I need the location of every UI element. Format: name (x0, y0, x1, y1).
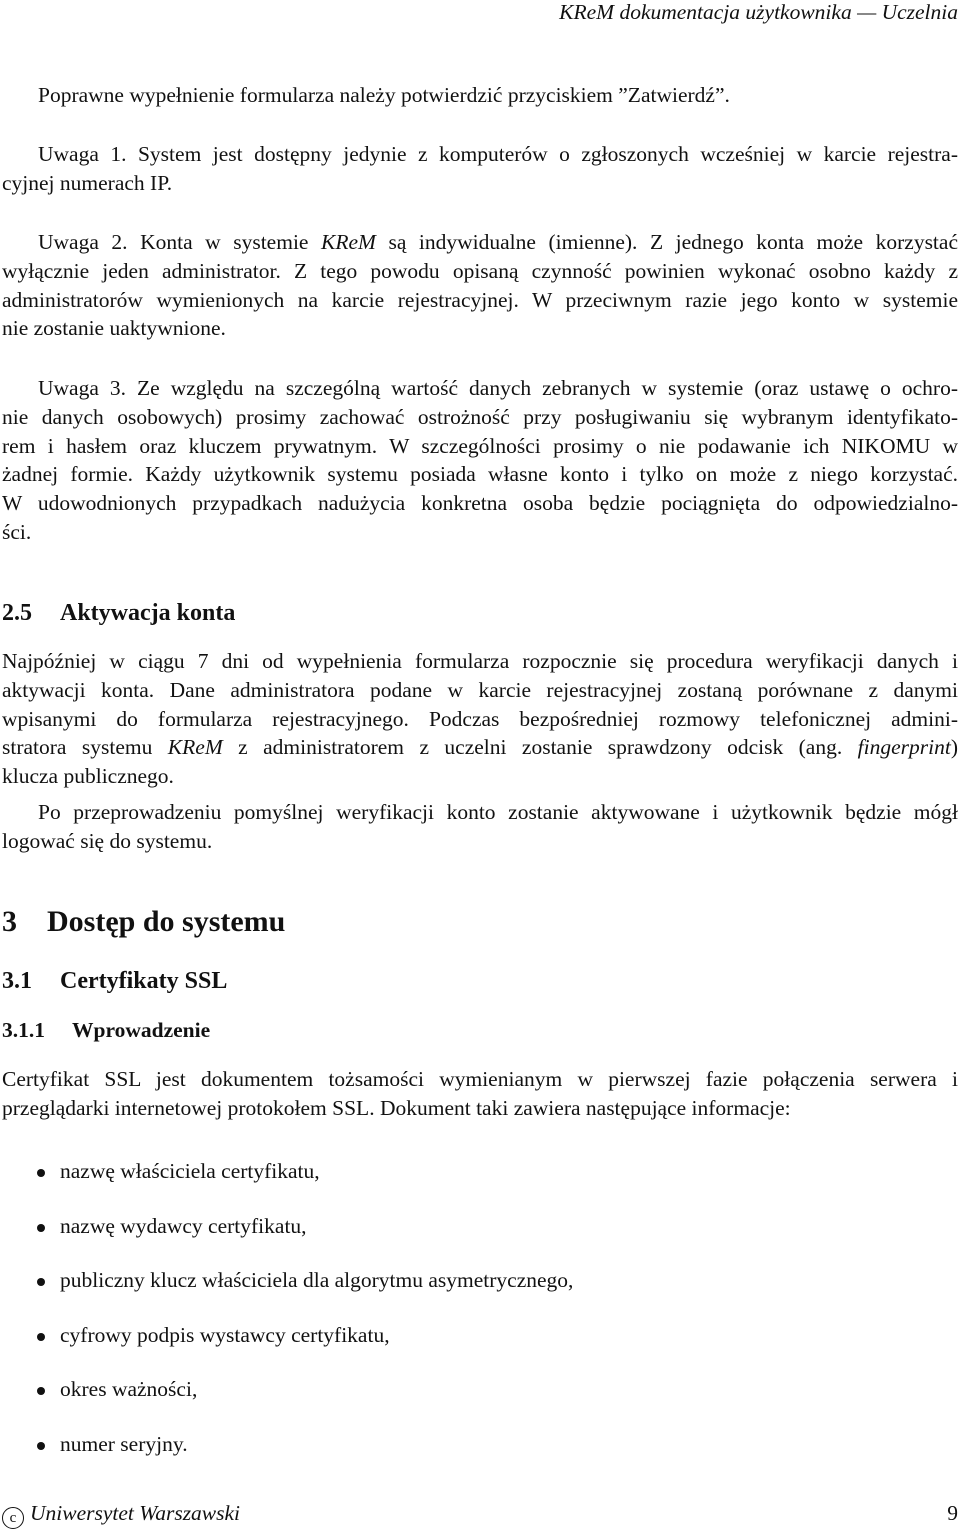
note-2-line: wyłącznie jeden administrator. Z tego powodu opisaną czynność powinien wykonać osobno każdy z (2, 258, 958, 283)
note-2-text: są indywidualne (imienne). Z jednego konta może korzystać (375, 230, 958, 254)
section-number: 2.5 (2, 600, 32, 626)
copyright-icon: c (2, 1507, 24, 1529)
section-heading-3 (2, 904, 285, 940)
section-heading-3-1-1 (2, 1017, 210, 1043)
note-2-line: nie zostanie uaktywnione. (2, 316, 226, 341)
list-item-text: nazwę właściciela certyfikatu, (60, 1159, 320, 1183)
section-heading-2-5 (2, 599, 235, 627)
note-3-line: nie danych osobowych) prosimy zachować ostrożność przy posługiwaniu się wybranym identyfikato- (2, 404, 958, 429)
list-item-text: publiczny klucz właściciela dla algorytmu asymetrycznego, (60, 1268, 574, 1292)
bullet-icon (37, 1333, 45, 1341)
footer-institution: Uniwersytet Warszawski (30, 1501, 241, 1525)
section-heading-3-1 (2, 967, 227, 995)
ssl-intro-line: przeglądarki internetowej protokołem SSL. Dokument taki zawiera następujące informacje: (2, 1095, 791, 1120)
note-3-paragraph (2, 374, 958, 547)
confirm-text: Poprawne wypełnienie formularza należy potwierdzić przyciskiem ”Zatwierdź”. (38, 83, 730, 107)
section-title: Dostęp do systemu (47, 905, 286, 938)
fingerprint-term: fingerprint (857, 735, 951, 760)
bullet-icon (37, 1169, 45, 1177)
list-item (0, 1265, 960, 1295)
activation-line: logować się do systemu. (2, 828, 213, 853)
bullet-icon (37, 1442, 45, 1450)
running-header (559, 0, 958, 24)
section-number: 3 (2, 905, 17, 938)
note-1-line: cyjnej numerach IP. (2, 170, 173, 195)
section-title: Certyfikaty SSL (60, 968, 228, 994)
list-item-text: cyfrowy podpis wystawcy certyfikatu, (60, 1323, 390, 1347)
activation-line: Najpóźniej w ciągu 7 dni od wypełnienia formularza rozpocznie się procedura weryfikacji danych i (2, 649, 958, 673)
list-item-text: numer seryjny. (60, 1432, 188, 1456)
section-title: Aktywacja konta (60, 600, 236, 626)
activation-line: Po przeprowadzeniu pomyślnej weryfikacji konto zostanie aktywowane i użytkownik będzie mógł (38, 800, 958, 824)
section-number: 3.1.1 (2, 1018, 45, 1042)
note-3-line: W udowodnionych przypadkach nadużycia konkretna osoba będzie pociągnięta do odpowiedzialno- (2, 491, 958, 516)
list-item (0, 1320, 960, 1350)
note-2-line (2, 228, 958, 257)
page-number: 9 (947, 1501, 958, 1525)
activation-text: ) (950, 735, 958, 760)
note-2-text: Uwaga 2. Konta w systemie (38, 230, 321, 254)
note-1-line: Uwaga 1. System jest dostępny jedynie z komputerów o zgłoszonych wcześniej w karcie rejestra- (38, 142, 958, 166)
list-item-text: okres ważności, (60, 1377, 198, 1401)
ssl-intro-line: Certyfikat SSL jest dokumentem tożsamości wymienianym w pierwszej fazie połączenia serwera i (2, 1067, 958, 1091)
header-title: dokumentacja użytkownika — Uczelnia (614, 0, 958, 24)
activation-text: z administratorem z uczelni zostanie sprawdzony odcisk (ang. (222, 735, 858, 760)
note-3-line: ści. (2, 519, 32, 544)
section-number: 3.1 (2, 968, 32, 994)
bullet-icon (37, 1278, 45, 1286)
note-3-line: Uwaga 3. Ze względu na szczególną wartość danych zebranych w systemie (oraz ustawę o ochro- (38, 376, 958, 400)
note-2-paragraph (2, 228, 958, 343)
note-3-line: żadnej formie. Każdy użytkownik systemu posiada własne konto i tylko on może z niego korzystać. (2, 462, 958, 487)
bullet-icon (37, 1224, 45, 1232)
system-name: KReM (167, 735, 223, 760)
bullet-icon (37, 1387, 45, 1395)
activation-line: klucza publicznego. (2, 764, 174, 789)
activation-paragraph-1 (2, 647, 958, 791)
list-item-text: nazwę wydawcy certyfikatu, (60, 1214, 307, 1238)
activation-line: aktywacji konta. Dane administratora podane w karcie rejestracyjnej zostaną porównane z danymi (2, 677, 958, 702)
list-item (0, 1156, 960, 1186)
section-title: Wprowadzenie (72, 1018, 211, 1042)
list-item (0, 1211, 960, 1241)
activation-line: wpisanymi do formularza rejestracyjnego. Podczas bezpośredniej rozmowy telefonicznej admini- (2, 706, 958, 731)
note-3-line: rem i hasłem oraz kluczem prywatnym. W szczególności prosimy o nie podawanie ich NIKOMU w (2, 433, 958, 458)
system-name: KReM (321, 230, 376, 254)
ssl-intro-paragraph (2, 1065, 958, 1123)
header-system-name: KReM (559, 0, 615, 24)
note-2-line: administratorów wymienionych na karcie rejestracyjnej. W przeciwnym razie jego konto w systemie (2, 287, 958, 312)
activation-text: stratora systemu (2, 735, 168, 760)
activation-line (2, 733, 958, 762)
list-item (0, 1374, 960, 1404)
activation-paragraph-2 (2, 798, 958, 856)
footer-copyright (2, 1500, 240, 1529)
note-1-paragraph (2, 140, 958, 198)
list-item (0, 1429, 960, 1459)
confirm-paragraph (2, 81, 958, 110)
